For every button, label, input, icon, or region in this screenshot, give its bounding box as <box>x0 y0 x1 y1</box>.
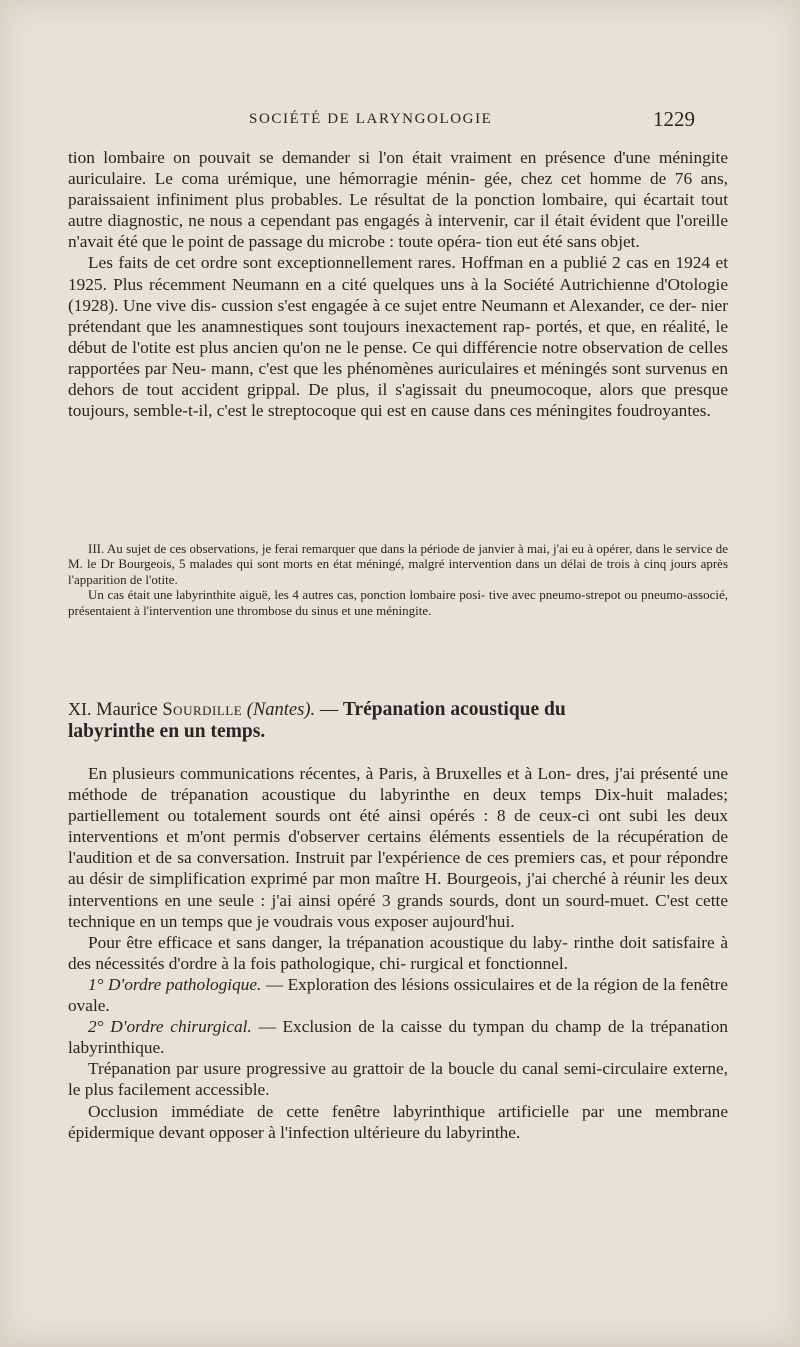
note-paragraph: III. Au sujet de ces observations, je ferai remarquer que dans la période de janvier à mai, j'ai eu à opérer, dans le service de M. le Dr Bourgeois, 5 malades qui sont morts en état méningé, malgré intervention dans un délai de trois à cinq jours après l'apparition de l'otite. <box>68 541 729 587</box>
author-first-name: Maurice <box>96 700 158 720</box>
article-body <box>68 763 728 1143</box>
paragraph: tion lombaire on pouvait se demander si l'on était vraiment en présence d'une méningite auriculaire. Le coma urémique, une hémorragie ménin- gée, chez cet homme de 76 ans, paraissaient infiniment plus probables. Le résultat de la ponction lombaire, qui écartait tout autre diagnostic, ne nous a cependant pas engagés à intervenir, car il était évident que l'oreille n'avait été que le point de passage du microbe : toute opéra- tion eut été sans objet. <box>68 148 728 252</box>
list-item-chirurgical: 2° D'ordre chirurgical. — Exclusion de la caisse du tympan du champ de la trépanation labyrinthique. <box>68 1017 728 1058</box>
author-city: (Nantes). <box>246 700 316 720</box>
paragraph: Pour être efficace et sans danger, la trépanation acoustique du laby- rinthe doit satisfaire à des nécessités d'ordre à la fois pathologique, chi- rurgical et fonctionnel. <box>68 932 729 973</box>
footnote-block <box>68 541 728 618</box>
section-heading <box>68 699 728 743</box>
article-title-line2: labyrinthe en un temps. <box>68 721 266 742</box>
author-last-name: Sourdille <box>162 700 243 720</box>
paragraph: Occlusion immédiate de cette fenêtre labyrinthique artificielle par une membrane épidermique devant opposer à l'infection ultérieure du labyrinthe. <box>68 1101 728 1142</box>
section-number: XI. <box>68 699 92 719</box>
list-item-pathologique: 1° D'ordre pathologique. — Exploration des lésions ossiculaires et de la région de la fenêtre ovale. <box>68 974 728 1016</box>
paragraph: Les faits de cet ordre sont exceptionnellement rares. Hoffman en a publié 2 cas en 1924 et 1925. Plus récemment Neumann en a cité quelques uns à la Société Autrichienne d'Otologie (1928). Une vive dis- cussion s'est engagée à ce sujet entre Neumann et Alexander, ce der- nier prétendant que les anamnestiques sont toujours inexactement rap- portés, et que, en réalité, le début de l'otite est plus ancien qu'on ne le pense. Ce qui différencie notre observation de celles rapportées par Neu- mann, c'est que les phénomènes auriculaires et méningés sont survenus en dehors de tout accident grippal. De plus, il s'agissait du pneumocoque, alors que presque toujours, semble-t-il, c'est le streptocoque qui est en cause dans ces méningites foudroyantes. <box>68 253 729 421</box>
paragraph: Trépanation par usure progressive au grattoir de la boucle du canal semi-circulaire externe, le plus facilement accessible. <box>68 1059 729 1100</box>
item-label: 1° D'ordre pathologique. <box>88 974 262 994</box>
paragraph: En plusieurs communications récentes, à Paris, à Bruxelles et à Lon- dres, j'ai présenté une méthode de trépanation acoustique du labyrinthe en deux temps Dix-huit malades; partiellement ou totalement sourds ont été ainsi opérés : 8 de ceux-ci ont subi les deux interventions et m'ont permis d'observer certains éléments essentiels de la récupération de l'audition et de sa conversation. Instruit par l'expérience de ces premiers cas, et pour répondre au désir de simplification exprimé par mon maître H. Bourgeois, j'ai cherché à réunir les deux interventions en une seule : j'ai ainsi opéré 3 grands sourds, dont un sourd-muet. C'est cette technique en un temps que je voudrais vous exposer aujourd'hui. <box>68 764 729 931</box>
item-label: 2° D'ordre chirurgical. <box>88 1017 252 1037</box>
running-title: SOCIÉTÉ DE LARYNGOLOGIE <box>249 111 493 127</box>
continued-text <box>68 147 728 421</box>
heading-dash: — <box>315 700 343 720</box>
running-header <box>3 107 797 133</box>
note-paragraph: Un cas était une labyrinthite aiguë, les 4 autres cas, ponction lombaire posi- tive avec pneumo-strepot ou pneumo-associé, présentaient à l'intervention une thrombose du sinus et une méningite. <box>68 587 728 618</box>
article-title-line1: Trépanation acoustique du <box>342 699 566 720</box>
document-page <box>3 3 797 1341</box>
page-number: 1229 <box>653 107 695 131</box>
